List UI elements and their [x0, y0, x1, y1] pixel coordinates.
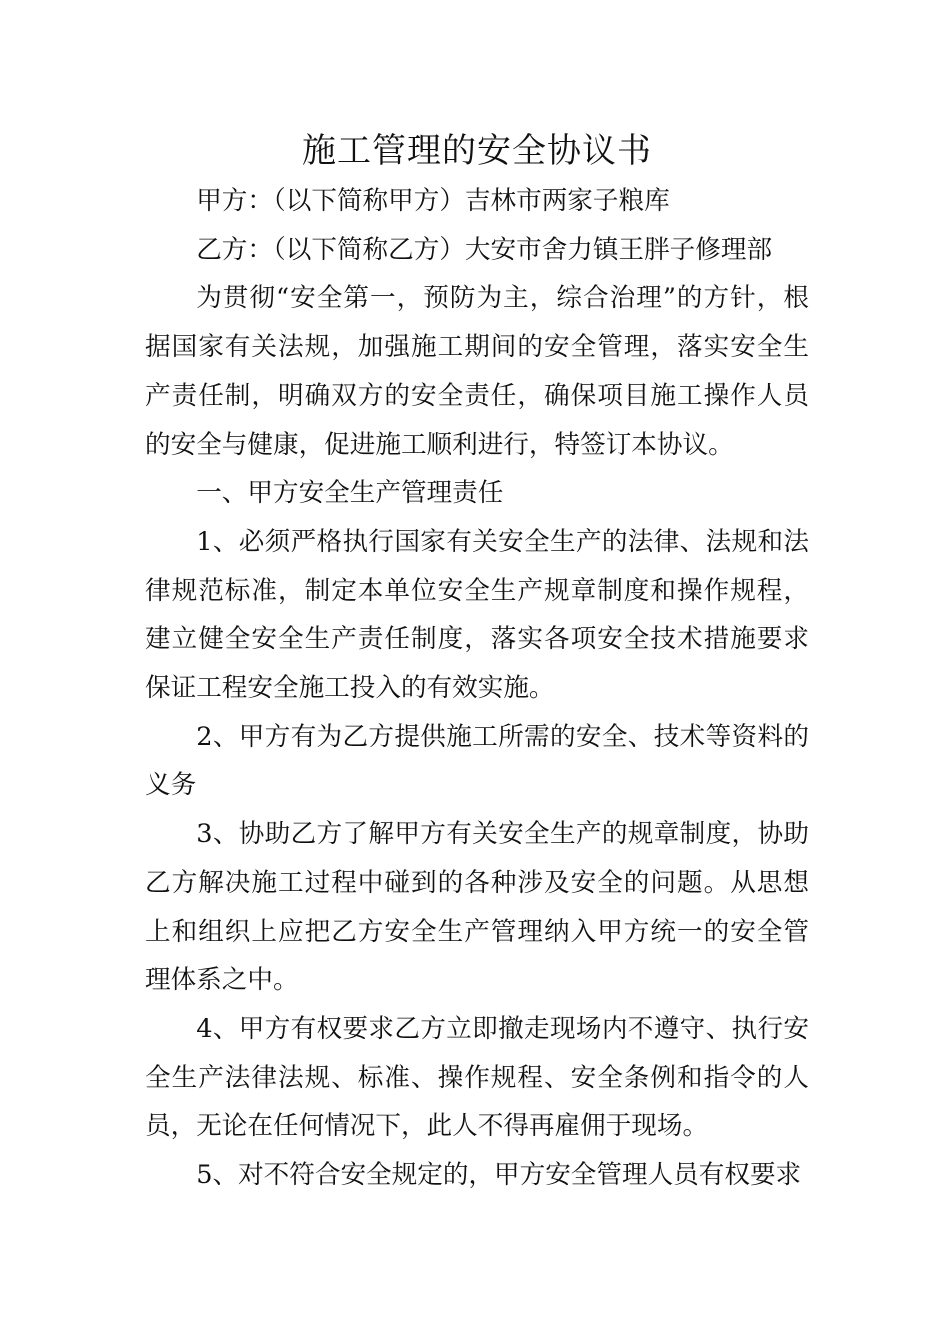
party-a-line: 甲方：（以下简称甲方）吉林市两家子粮库 [196, 186, 670, 216]
clause-paragraph: 2、甲方有为乙方提供施工所需的安全、技术等资料的义务 [145, 721, 809, 801]
clause-paragraph: 4、甲方有权要求乙方立即撤走现场内不遵守、执行安全生产法律法规、标准、操作规程、安全条例和指令的人员，无论在任何情况下，此人不得再雇佣于现场。 [145, 1013, 809, 1142]
clause-paragraph: 1、必须严格执行国家有关安全生产的法律、法规和法律规范标准，制定本单位安全生产规章制度和操作规程，建立健全安全生产责任制度，落实各项安全技术措施要求保证工程安全施工投入的有效实施。 [145, 526, 809, 704]
document-body [145, 125, 809, 1200]
clause-paragraph: 3、协助乙方了解甲方有关安全生产的规章制度，协助乙方解决施工过程中碰到的各种涉及安全的问题。从思想上和组织上应把乙方安全生产管理纳入甲方统一的安全管理体系之中。 [145, 819, 809, 996]
page-title: 施工管理的安全协议书 [302, 131, 652, 171]
intro-paragraph: 为贯彻“安全第一，预防为主，综合治理”的方针，根据国家有关法规，加强施工期间的安全管理，落实安全生产责任制，明确双方的安全责任，确保项目施工操作人员的安全与健康，促进施工顺利进行，特签订本协议。 [145, 283, 809, 460]
party-b-line: 乙方：（以下简称乙方）大安市舍力镇王胖子修理部 [196, 234, 773, 265]
section-heading: 一、甲方安全生产管理责任 [196, 478, 504, 509]
clause-paragraph: 5、对不符合安全规定的，甲方安全管理人员有权要求 [196, 1160, 802, 1191]
